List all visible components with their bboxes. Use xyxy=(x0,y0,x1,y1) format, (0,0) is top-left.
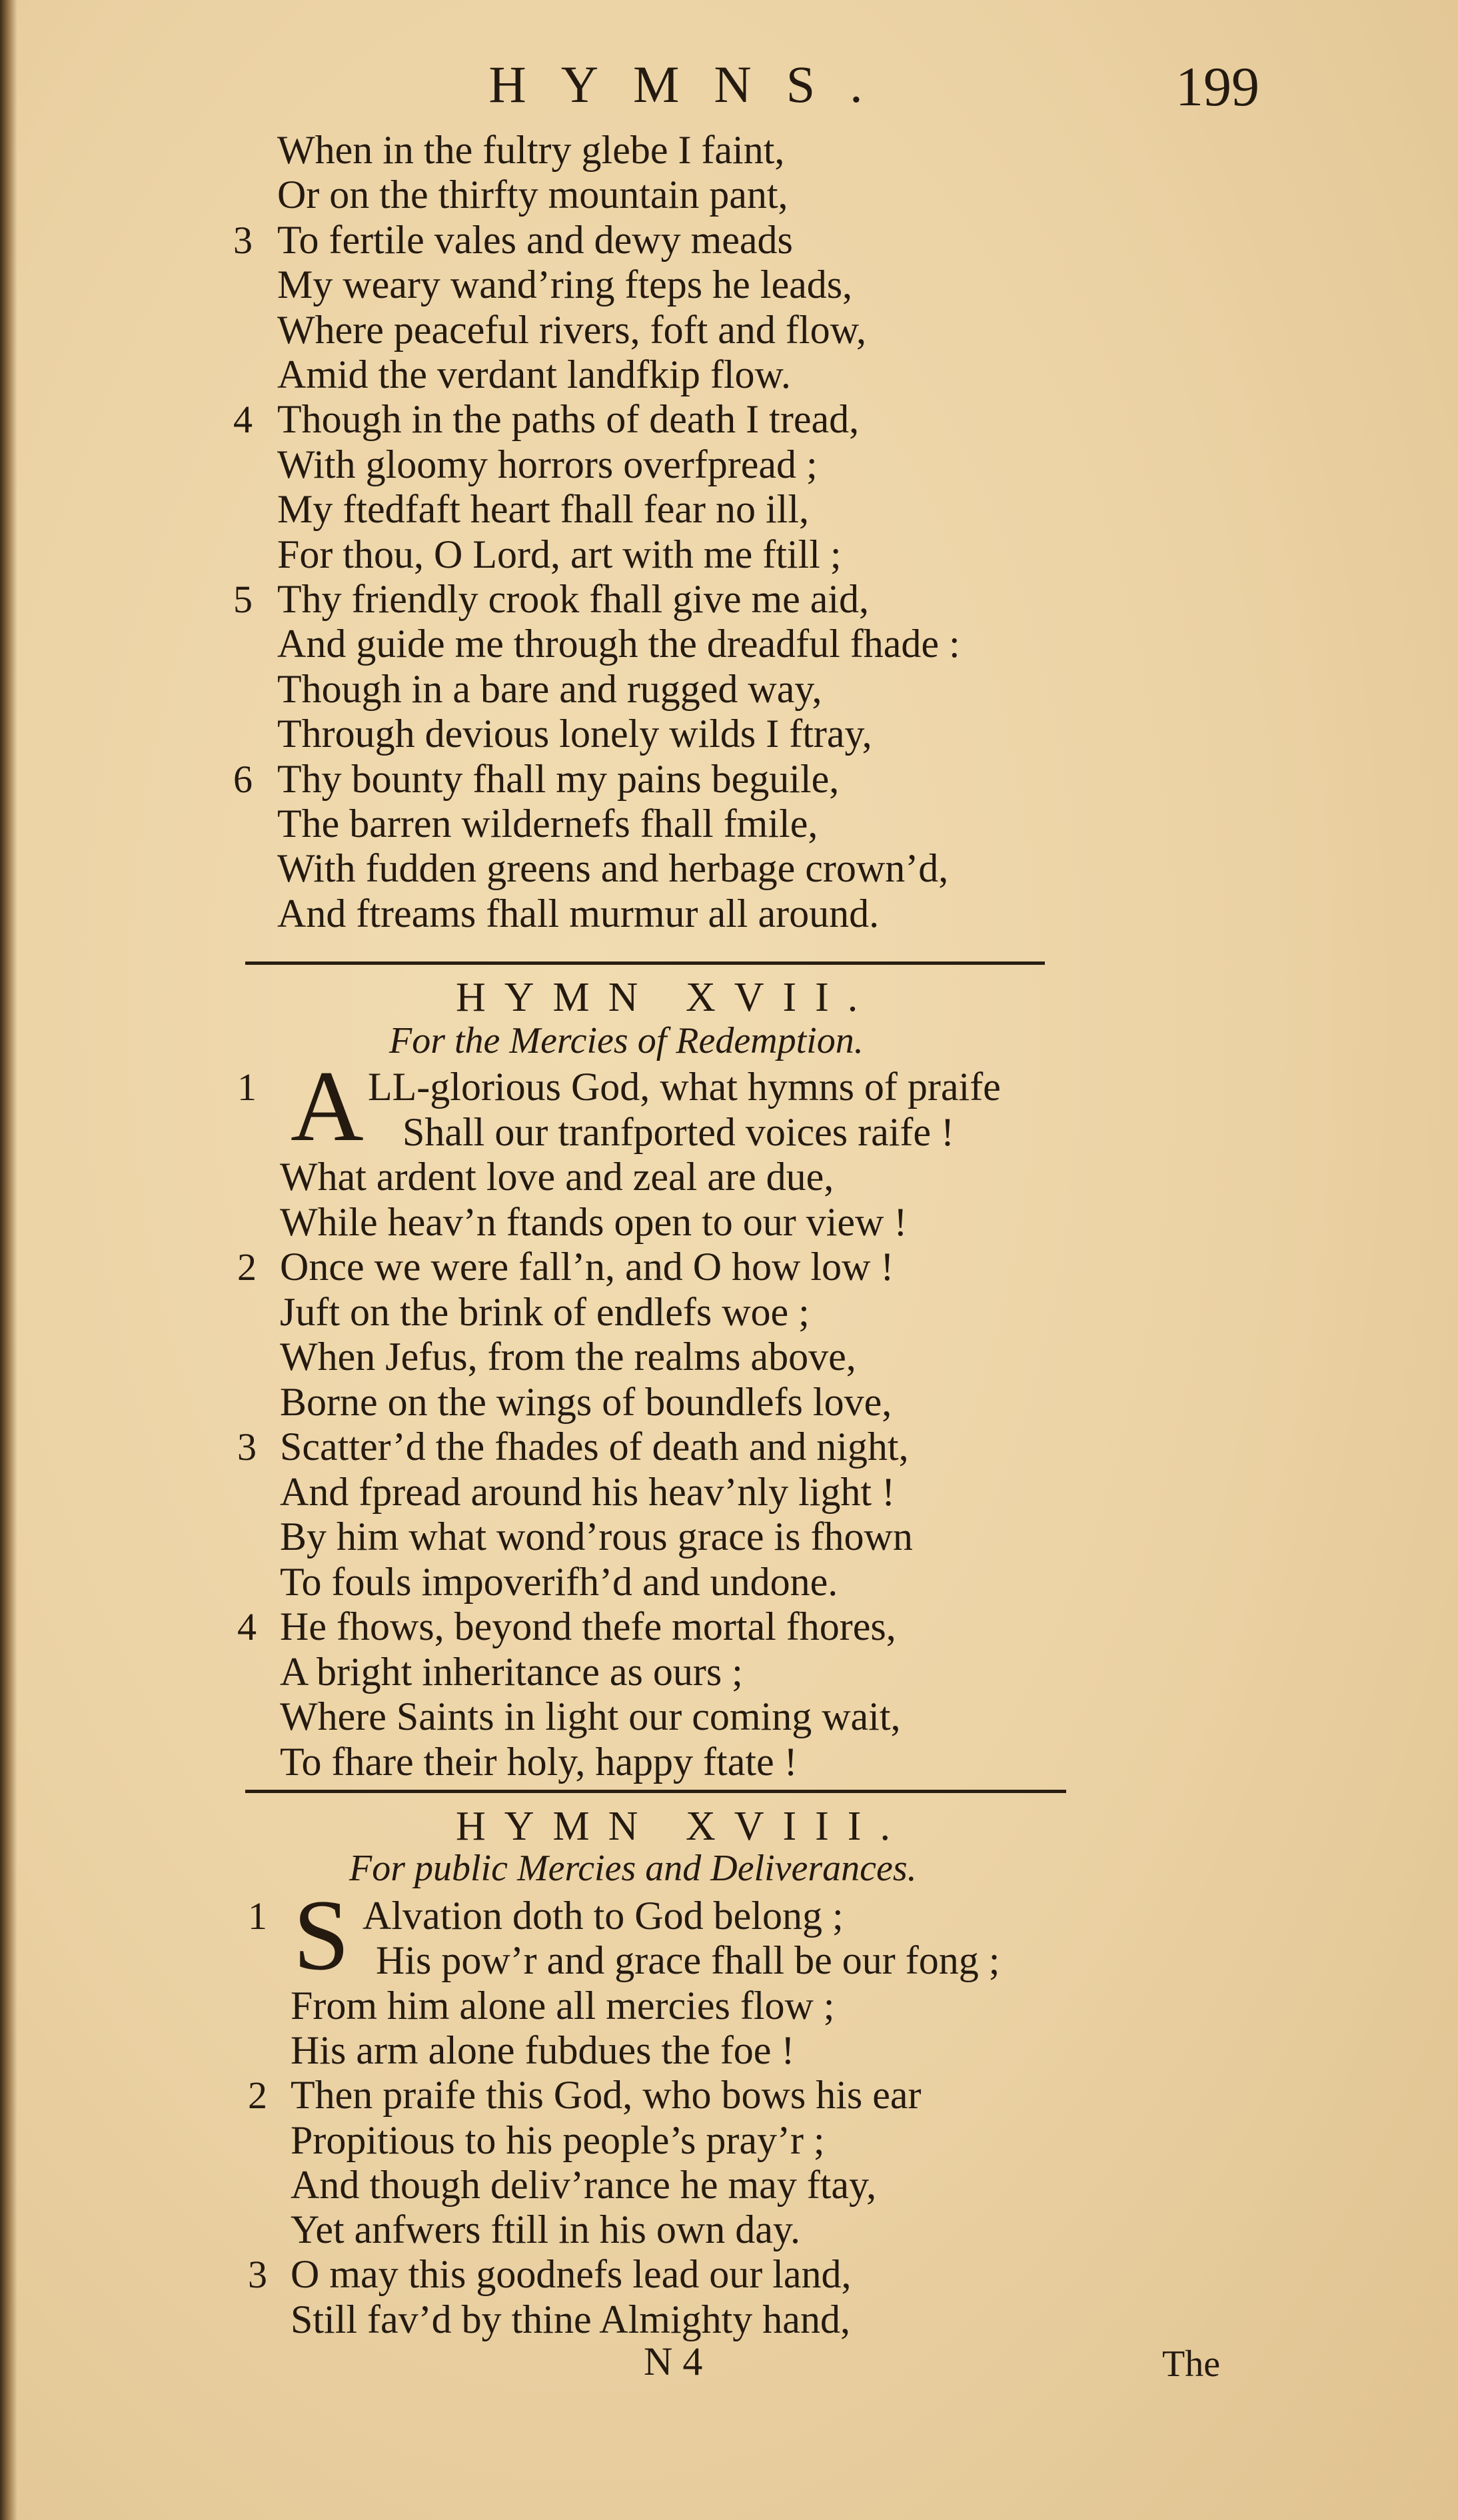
verse-line: What ardent love and zeal are due, xyxy=(280,1155,834,1199)
verse-line: And fpread around his heav’nly light ! xyxy=(280,1469,896,1514)
verse-line: To fouls impoverifh’d and undone. xyxy=(280,1559,838,1604)
verse-number: 6 xyxy=(233,757,253,801)
verse-line: LL-glorious God, what hymns of praife xyxy=(368,1065,1001,1109)
running-header: HYMNS. xyxy=(488,55,898,113)
verse-line: By him what wond’rous grace is fhown xyxy=(280,1515,913,1559)
verse-line: Scatter’d the fhades of death and night, xyxy=(280,1425,909,1469)
verse-line: He fhows, beyond thefe mortal fhores, xyxy=(280,1604,896,1648)
verse-line: Thy bounty fhall my pains beguile, xyxy=(277,756,840,801)
verse-line: With fudden greens and herbage crown’d, xyxy=(277,846,949,891)
verse-line: His arm alone fubdues the foe ! xyxy=(291,2028,795,2072)
verse-line: And ftreams fhall murmur all around. xyxy=(277,891,880,936)
verse-line: Where Saints in light our coming wait, xyxy=(280,1694,901,1738)
verse-number: 1 xyxy=(248,1894,267,1938)
verse-line: And though deliv’rance he may ftay, xyxy=(291,2162,877,2207)
page-number: 199 xyxy=(1175,56,1259,118)
verse-line: Though in a bare and rugged way, xyxy=(277,666,822,711)
verse-line: Or on the thirfty mountain pant, xyxy=(277,173,788,217)
verse-line: Still fav’d by thine Almighty hand, xyxy=(291,2297,850,2341)
verse-line: My weary wand’ring fteps he leads, xyxy=(277,263,853,307)
verse-line: Yet anfwers ftill in his own day. xyxy=(291,2207,800,2252)
verse-line: A bright inheritance as ours ; xyxy=(280,1649,743,1694)
verse-line: Shall our tranfported voices raife ! xyxy=(402,1109,955,1154)
verse-line: O may this goodnefs lead our land, xyxy=(291,2252,852,2297)
verse-line: With gloomy horrors overfpread ; xyxy=(277,442,818,486)
verse-line: From him alone all mercies flow ; xyxy=(291,1983,835,2028)
verse-number: 4 xyxy=(233,398,253,442)
verse-line: And guide me through the dreadful fhade : xyxy=(277,622,960,666)
verse-line: When Jefus, from the realms above, xyxy=(280,1335,856,1379)
verse-number: 4 xyxy=(237,1605,257,1648)
verse-line: Borne on the wings of boundlefs love, xyxy=(280,1379,892,1424)
verse-number: 5 xyxy=(233,578,253,621)
verse-number: 2 xyxy=(248,2074,267,2118)
verse-line: The barren wildernefs fhall fmile, xyxy=(277,802,818,846)
verse-line: When in the fultry glebe I faint, xyxy=(277,128,785,172)
verse-line: Then praife this God, who bows his ear xyxy=(291,2073,922,2118)
verse-number: 1 xyxy=(237,1065,257,1109)
signature-mark: N 4 xyxy=(644,2339,703,2383)
hymn-18-subtitle: For public Mercies and Deliverances. xyxy=(349,1848,917,1889)
verse-number: 3 xyxy=(233,218,253,262)
verse-line: Where peaceful rivers, foft and flow, xyxy=(277,307,867,352)
verse-line: Juft on the brink of endlefs woe ; xyxy=(280,1289,810,1334)
hymn-17-title: HYMN XVII. xyxy=(456,975,877,1020)
verse-line: To fhare their holy, happy ftate ! xyxy=(280,1739,798,1784)
catchword: The xyxy=(1162,2343,1221,2385)
verse-line: His pow’r and grace fhall be our fong ; xyxy=(376,1938,1000,1983)
verse-number: 2 xyxy=(237,1245,257,1289)
book-gutter-shadow xyxy=(0,0,17,2520)
verse-number: 3 xyxy=(237,1425,257,1469)
hymn-17-drop-cap: A xyxy=(291,1050,364,1162)
section-divider xyxy=(245,961,1045,965)
verse-line: Thy friendly crook fhall give me aid, xyxy=(277,577,870,621)
hymn-18-title: HYMN XVIII. xyxy=(456,1804,909,1849)
hymn-17-subtitle: For the Mercies of Redemption. xyxy=(389,1020,864,1061)
verse-line: To fertile vales and dewy meads xyxy=(277,217,793,262)
verse-line: Through devious lonely wilds I ftray, xyxy=(277,712,872,756)
verse-line: Once we were fall’n, and O how low ! xyxy=(280,1245,894,1289)
verse-line: Though in the paths of death I tread, xyxy=(277,397,860,442)
verse-line: While heav’n ftands open to our view ! xyxy=(280,1199,908,1244)
section-divider xyxy=(245,1790,1066,1793)
verse-line: For thou, O Lord, art with me ftill ; xyxy=(277,532,842,576)
verse-line: Propitious to his people’s pray’r ; xyxy=(291,2118,825,2162)
verse-line: Amid the verdant landfkip flow. xyxy=(277,352,791,396)
verse-line: My ftedfaft heart fhall fear no ill, xyxy=(277,487,809,532)
hymn-18-drop-cap: S xyxy=(293,1879,350,1991)
verse-number: 3 xyxy=(248,2253,267,2297)
verse-line: Alvation doth to God belong ; xyxy=(363,1894,844,1938)
